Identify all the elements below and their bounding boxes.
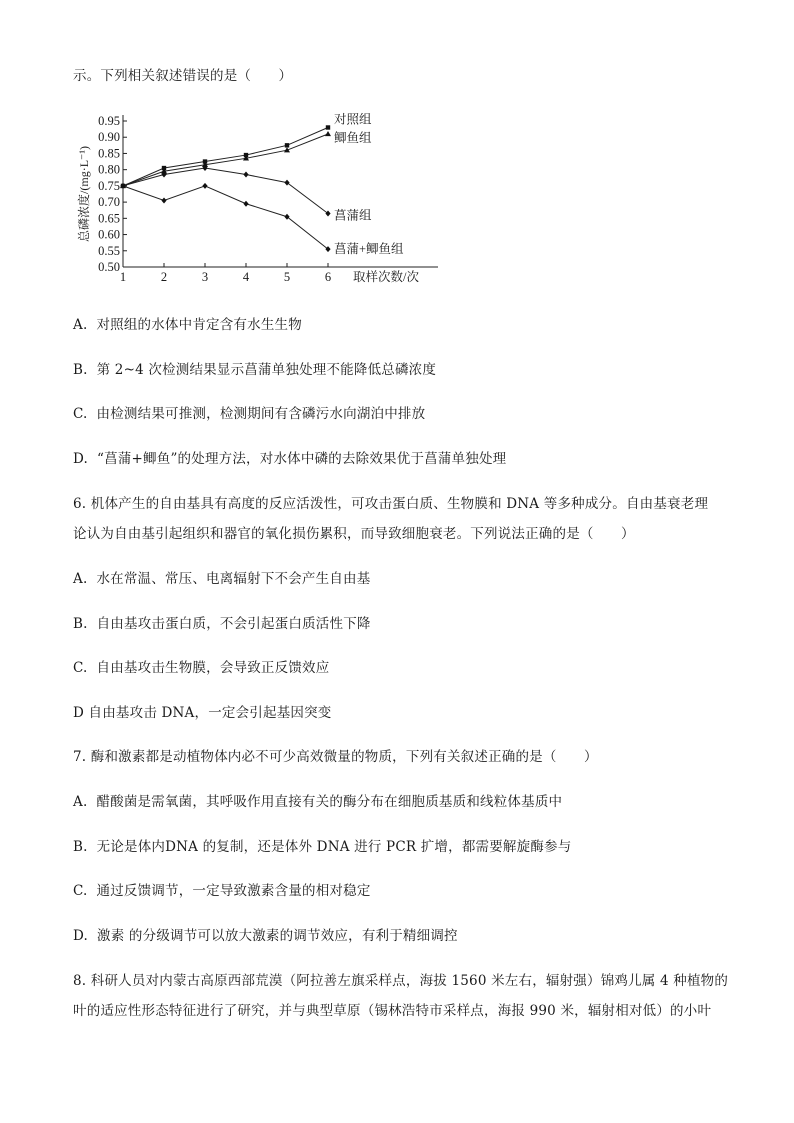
y-tick-label: 0.50: [98, 260, 120, 274]
series-label: 菖蒲+鲫鱼组: [334, 242, 404, 257]
data-point: [284, 214, 289, 220]
option-text: 自由基攻击蛋白质，不会引起蛋白质活性下降: [96, 616, 371, 632]
option-label: A.: [73, 571, 88, 587]
y-tick-label: 0.70: [98, 195, 120, 210]
x-tick-label: 1: [119, 270, 127, 284]
option-label: C.: [73, 660, 88, 676]
q5-option-d[interactable]: [73, 447, 506, 467]
q8-stem-line-2: 叶的适应性形态特征进行了研究，并与典型草原（锡林浩特市采样点，海报 990 米，辐射相对低）的小叶: [73, 1003, 712, 1019]
x-tick-label: 4: [242, 270, 250, 284]
q6-stem-line-2: 论认为自由基引起组织和器官的氧化损伤累积，而导致细胞衰老。下列说法正确的是（ ）: [73, 526, 635, 542]
series-label: 菖蒲组: [334, 208, 372, 223]
data-point: [285, 143, 289, 147]
q7-option-c[interactable]: [73, 879, 371, 899]
y-tick-label: 0.60: [98, 227, 120, 242]
option-text: 第 2~4 次检测结果显示菖蒲单独处理不能降低总磷浓度: [96, 362, 437, 378]
option-label: D: [73, 705, 85, 721]
q7-stem: 7. 酶和激素都是动植物体内必不可少高效微量的物质，下列有关叙述正确的是（ ）: [73, 749, 598, 765]
q6-option-d[interactable]: [73, 701, 332, 721]
option-text: “菖蒲+鲫鱼”的处理方法，对水体中磷的去除效果优于菖蒲单独处理: [97, 451, 507, 467]
option-label: A.: [73, 794, 88, 810]
series-label: 鲫鱼组: [334, 130, 372, 145]
option-text: 对照组的水体中肯定含有水生生物: [96, 317, 302, 333]
data-point: [325, 246, 330, 252]
option-text: 自由基攻击生物膜，会导致正反馈效应: [96, 660, 330, 676]
y-tick-label: 0.75: [98, 178, 120, 193]
y-tick-label: 0.95: [98, 114, 120, 128]
q6-stem-line-1: 6. 机体产生的自由基具有高度的反应活泼性，可攻击蛋白质、生物膜和 DNA 等多种成分。自由基衰老理: [73, 496, 709, 512]
x-tick-label: 3: [201, 270, 209, 284]
x-tick-label: 6: [324, 270, 332, 284]
y-tick-label: 0.85: [98, 146, 120, 161]
x-tick-label: 5: [283, 270, 291, 284]
phosphorus-line-chart: [68, 106, 448, 284]
data-point: [284, 180, 289, 186]
q6-option-a[interactable]: [73, 567, 370, 587]
data-point: [325, 131, 331, 136]
option-text: 自由基攻击 DNA，一定会引起基因突变: [88, 705, 332, 721]
x-axis-label: 取样次数/次: [353, 270, 419, 284]
y-tick-label: 0.90: [98, 130, 120, 145]
data-point: [161, 197, 166, 203]
y-tick-label: 0.80: [98, 162, 120, 177]
option-text: 水在常温、常压、电离辐射下不会产生自由基: [96, 571, 371, 587]
q7-option-d[interactable]: [73, 924, 458, 944]
data-point: [243, 172, 248, 178]
series-line-4: [123, 186, 328, 249]
question-intro-line: 示。下列相关叙述错误的是（ ）: [73, 68, 293, 84]
data-point: [326, 125, 330, 129]
q8-stem-line-1: 8. 科研人员对内蒙古高原西部荒漠（阿拉善左旗采样点，海拔 1560 米左右，辐射强）锦鸡儿属 4 种植物的: [73, 973, 729, 989]
series-label: 对照组: [334, 112, 372, 127]
x-tick-label: 2: [160, 270, 168, 284]
q6-option-c[interactable]: [73, 656, 329, 676]
data-point: [243, 201, 248, 207]
q7-option-b[interactable]: [73, 835, 571, 855]
y-tick-label: 0.65: [98, 211, 120, 226]
data-point: [202, 183, 207, 189]
q5-option-c[interactable]: [73, 402, 425, 422]
option-label: C.: [73, 406, 88, 422]
q5-option-b[interactable]: [73, 358, 436, 378]
q7-option-a[interactable]: [73, 790, 562, 810]
option-label: C.: [73, 883, 88, 899]
data-point: [325, 210, 330, 216]
option-label: D.: [73, 928, 89, 944]
option-label: D.: [73, 451, 89, 467]
q5-option-a[interactable]: [73, 313, 302, 333]
y-axis-label: 总磷浓度/(mg·L⁻¹): [77, 146, 91, 242]
option-text: 无论是体内DNA 的复制，还是体外 DNA 进行 PCR 扩增，都需要解旋酶参与: [96, 839, 572, 855]
y-tick-label: 0.55: [98, 243, 120, 258]
option-text: 激素 的分级调节可以放大激素的调节效应，有利于精细调控: [97, 928, 458, 944]
option-label: B.: [73, 616, 88, 632]
series-line-2: [123, 134, 328, 186]
q6-option-b[interactable]: [73, 612, 371, 632]
option-text: 通过反馈调节，一定导致激素含量的相对稳定: [96, 883, 371, 899]
option-label: B.: [73, 362, 88, 378]
option-text: 由检测结果可推测，检测期间有含磷污水向湖泊中排放: [96, 406, 426, 422]
option-label: B.: [73, 839, 88, 855]
option-text: 醋酸菌是需氧菌，其呼吸作用直接有关的酶分布在细胞质基质和线粒体基质中: [96, 794, 563, 810]
option-label: A.: [73, 317, 88, 333]
